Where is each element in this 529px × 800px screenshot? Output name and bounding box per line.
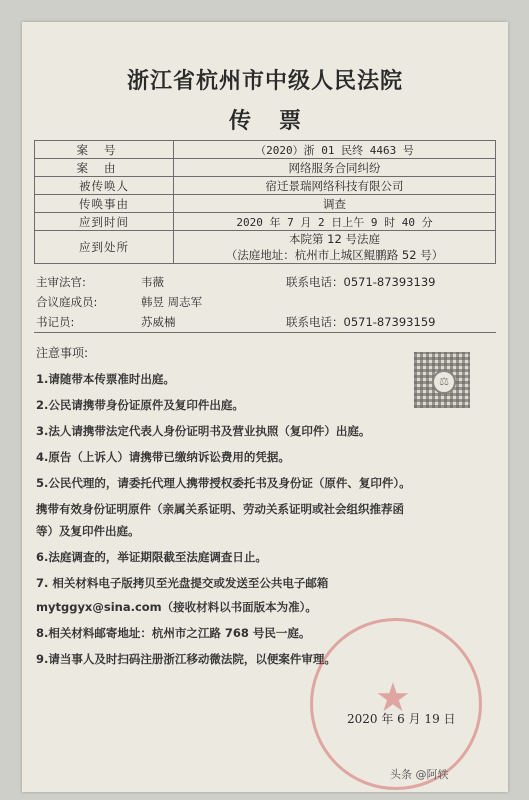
court-name: 浙江省杭州市中级人民法院 — [126, 68, 403, 94]
watermark: 头条 @阿轶 — [390, 768, 449, 781]
judge-label: 主审法官: — [36, 275, 86, 289]
judge-name: 韦薇 — [141, 275, 164, 289]
row-place — [35, 231, 496, 264]
case-info-table — [34, 140, 496, 264]
time-value: 2020 年 7 月 2 日上午 9 时 40 分 — [174, 213, 496, 231]
notices-title: 注意事项: — [36, 346, 89, 360]
notice-item: 2.公民请携带身份证原件及复印件出庭。 — [36, 398, 244, 412]
judge-phone: 联系电话：0571-87393139 — [286, 275, 436, 289]
clerk-row — [36, 314, 496, 334]
place-address: （法庭地址：杭州市上城区鲲鹏路 52 号） — [225, 248, 444, 262]
notice-item: 8.相关材料邮寄地址：杭州市之江路 768 号民一庭。 — [36, 626, 311, 640]
row-case-number — [35, 141, 496, 159]
notice-item: 1.请随带本传票准时出庭。 — [36, 372, 175, 386]
place-courtroom: 本院第 12 号法庭 — [289, 232, 380, 246]
reason-value: 调查 — [174, 195, 496, 213]
panel-row — [36, 294, 496, 314]
panel-label: 合议庭成员: — [36, 295, 98, 309]
row-cause — [35, 159, 496, 177]
summoned-label: 被传唤人 — [35, 177, 174, 195]
case-number-value: （2020）浙 01 民终 4463 号 — [174, 141, 496, 159]
notice-item: 5.公民代理的，请委托代理人携带授权委托书及身份证（原件、复印件）。 — [36, 476, 411, 490]
divider — [34, 332, 496, 333]
notice-item: 9.请当事人及时扫码注册浙江移动微法院，以便案件审理。 — [36, 652, 336, 666]
row-summoned — [35, 177, 496, 195]
row-time — [35, 213, 496, 231]
clerk-label: 书记员: — [36, 315, 75, 329]
notice-item: 3.法人请携带法定代表人身份证明书及营业执照（复印件）出庭。 — [36, 424, 371, 438]
court-emblem-icon: ⚖ — [432, 370, 456, 394]
case-number-label: 案号 — [35, 141, 174, 159]
star-icon: ★ — [375, 675, 411, 721]
panel-members: 韩昱 周志军 — [141, 295, 203, 309]
notice-item: mytggyx@sina.com（接收材料以书面版本为准）。 — [36, 600, 317, 614]
place-label: 应到处所 — [35, 231, 174, 264]
time-label: 应到时间 — [35, 213, 174, 231]
summons-paper — [22, 22, 508, 792]
place-value — [174, 231, 496, 264]
notice-item: 4.原告（上诉人）请携带已缴纳诉讼费用的凭据。 — [36, 450, 290, 464]
clerk-name: 苏威楠 — [141, 315, 176, 329]
judge-row — [36, 274, 496, 294]
issue-date: 2020 年 6 月 19 日 — [347, 712, 456, 726]
reason-label: 传唤事由 — [35, 195, 174, 213]
notice-item: 6.法庭调查的，举证期限截至法庭调查日止。 — [36, 550, 267, 564]
document-title: 传票 — [228, 108, 329, 134]
notice-item: 等）及复印件出庭。 — [36, 524, 140, 538]
notice-item: 7. 相关材料电子版拷贝至光盘提交或发送至公共电子邮箱 — [36, 576, 329, 590]
court-seal — [310, 618, 482, 790]
clerk-phone: 联系电话：0571-87393159 — [286, 315, 436, 329]
notice-item: 携带有效身份证明原件（亲属关系证明、劳动关系证明或社会组织推荐函 — [36, 502, 404, 516]
cause-value: 网络服务合同纠纷 — [174, 159, 496, 177]
row-reason — [35, 195, 496, 213]
cause-label: 案由 — [35, 159, 174, 177]
summoned-value: 宿迁景瑞网络科技有限公司 — [174, 177, 496, 195]
